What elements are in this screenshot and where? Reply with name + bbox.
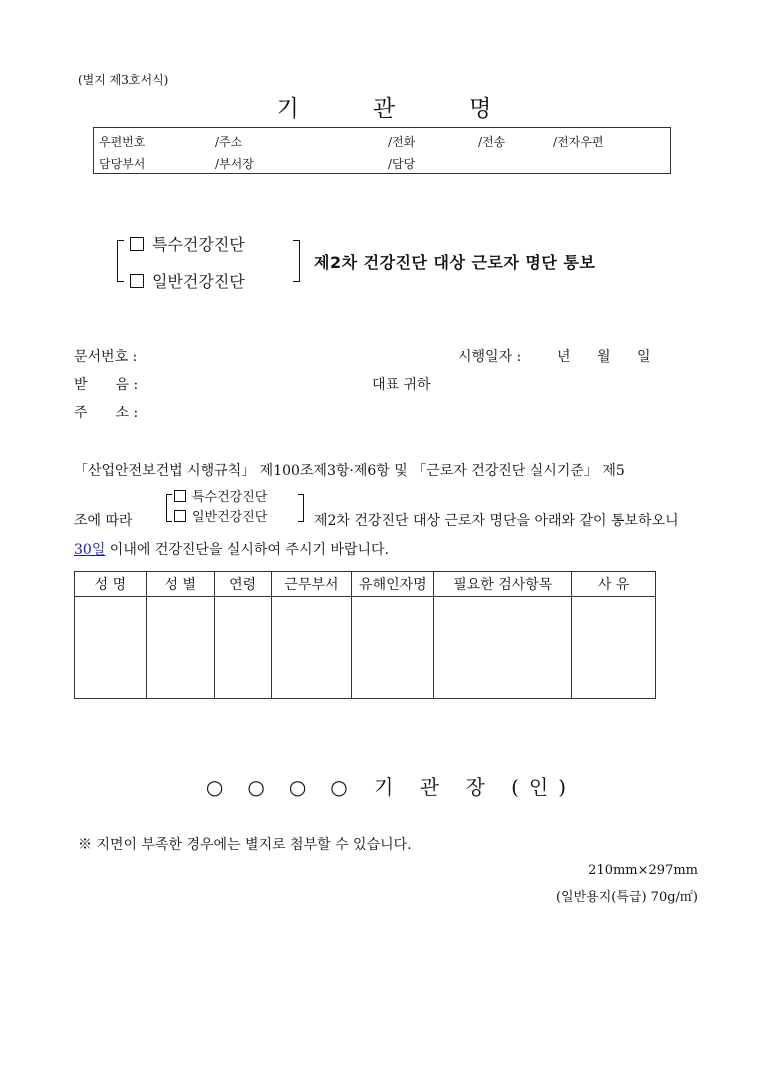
inline-general-option[interactable] <box>174 506 267 525</box>
day-label: 일 <box>637 349 651 365</box>
postal-code-label: 우편번호 <box>99 135 146 149</box>
col-department: 근무부서 <box>271 572 352 597</box>
contact-box <box>93 127 671 174</box>
address-field-label: 주 소 : <box>74 405 139 421</box>
placeholder-circle-icon: ○ <box>247 775 265 799</box>
table-cell[interactable] <box>352 597 434 699</box>
recipient-label: 받 음 : <box>74 377 139 393</box>
agency-title <box>0 90 770 123</box>
paper-type: (일반용지(특급) 70g/㎡) <box>555 890 698 905</box>
inline-special-label: 특수건강진단 <box>192 490 268 505</box>
col-name: 성 명 <box>75 572 147 597</box>
year-label: 년 <box>557 349 571 365</box>
month-label: 월 <box>597 349 611 365</box>
table-cell[interactable] <box>146 597 214 699</box>
checkbox-icon[interactable] <box>174 490 186 502</box>
placeholder-circle-icon: ○ <box>330 775 348 799</box>
col-age: 연령 <box>214 572 271 597</box>
email-label: /전자우편 <box>553 135 604 149</box>
table-cell[interactable] <box>271 597 352 699</box>
right-bracket <box>293 240 300 282</box>
col-required-tests: 필요한 검사항목 <box>434 572 572 597</box>
deadline-days: 30일 <box>74 542 106 558</box>
body-line-2-start: 조에 따라 <box>74 513 133 529</box>
col-hazard: 유해인자명 <box>352 572 434 597</box>
checkbox-icon[interactable] <box>174 510 186 522</box>
agency-title-char: 명 <box>469 96 494 122</box>
table-cell[interactable] <box>572 597 656 699</box>
fax-label: /전송 <box>478 135 506 149</box>
agency-head-seal-line <box>0 771 770 800</box>
general-exam-label: 일반건강진단 <box>152 272 245 291</box>
table-header-row <box>75 572 656 597</box>
date-label: 시행일자 : <box>458 349 522 365</box>
inline-left-bracket <box>166 494 172 522</box>
body-line-3 <box>74 539 389 559</box>
paper-size: 210mm×297mm <box>588 863 698 878</box>
phone-label: /전화 <box>388 135 416 149</box>
inline-general-label: 일반건강진단 <box>192 510 268 525</box>
special-exam-option[interactable] <box>130 232 245 255</box>
inline-special-option[interactable] <box>174 486 267 505</box>
form-number: (별지 제3호서식) <box>78 73 169 87</box>
agency-title-char: 기 <box>276 96 301 122</box>
body-line-1: 「산업안전보건법 시행규칙」 제100조제3항·제6항 및 「근로자 건강진단 실시기준」 제5 <box>74 463 625 479</box>
doc-number-label: 문서번호 : <box>74 349 138 365</box>
inline-right-bracket <box>298 494 304 522</box>
subject-title: 제2차 건강진단 대상 근로자 명단 통보 <box>314 253 596 272</box>
left-bracket <box>117 240 124 282</box>
col-gender: 성 별 <box>146 572 214 597</box>
body-line-2-end: 제2차 건강진단 대상 근로자 명단을 아래와 같이 통보하오니 <box>314 513 679 529</box>
recipient-suffix: 대표 귀하 <box>372 377 431 393</box>
address-label: /주소 <box>215 135 243 149</box>
checkbox-icon[interactable] <box>130 274 144 288</box>
worker-list-table <box>74 571 656 699</box>
general-exam-option[interactable] <box>130 269 245 292</box>
table-cell[interactable] <box>434 597 572 699</box>
table-cell[interactable] <box>75 597 147 699</box>
special-exam-label: 특수건강진단 <box>152 235 245 254</box>
department-label: 담당부서 <box>99 157 146 171</box>
placeholder-circle-icon: ○ <box>288 775 307 799</box>
agency-head-text: 기 관 장 (인) <box>374 775 577 799</box>
department-head-label: /부서장 <box>215 157 254 171</box>
col-reason: 사 유 <box>572 572 656 597</box>
placeholder-circle-icon: ○ <box>205 775 224 799</box>
person-in-charge-label: /담당 <box>388 157 416 171</box>
footnote: ※ 지면이 부족한 경우에는 별지로 첨부할 수 있습니다. <box>78 837 412 853</box>
body-line-3-text: 이내에 건강진단을 실시하여 주시기 바랍니다. <box>105 542 389 558</box>
checkbox-icon[interactable] <box>130 237 144 251</box>
table-row <box>75 597 656 699</box>
table-cell[interactable] <box>214 597 271 699</box>
agency-title-char: 관 <box>372 96 398 122</box>
